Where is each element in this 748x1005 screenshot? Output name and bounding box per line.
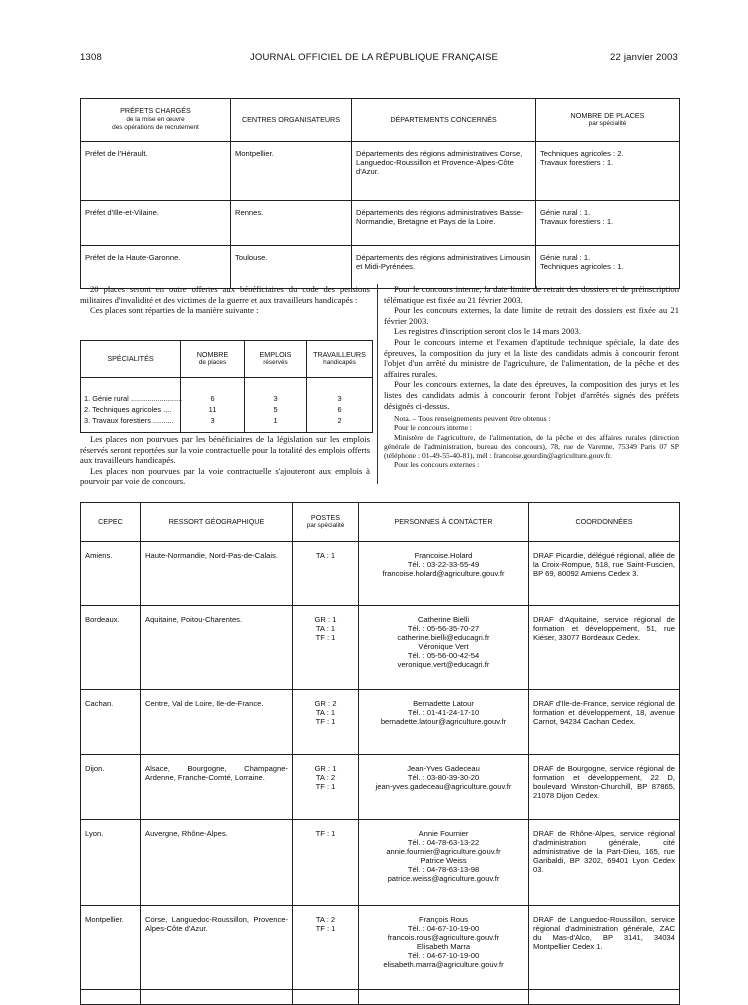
cell-departements: Départements des régions administratives Limousin et Midi-Pyrénées. [352,246,536,289]
table-row-continued [81,990,680,1005]
table-row [81,246,680,289]
left-column-intro [80,284,370,316]
cell-ressort: Auvergne, Rhône-Alpes. [141,820,293,906]
left-column-outro [80,434,370,487]
table-header-row [81,341,373,378]
header-travailleurs: TRAVAILLEURS handicapés [307,341,373,378]
table-row [81,606,680,690]
table-header-row [81,99,680,142]
header-places: NOMBRE DE PLACES par spécialité [536,99,680,142]
cell-ressort: Aquitaine, Poitou-Charentes. [141,606,293,690]
cell-ressort: Alsace, Bourgogne, Champagne-Ardenne, Franche-Comté, Lorraine. [141,755,293,820]
header-nombre: NOMBRE de places [181,341,245,378]
paragraph: Les registres d'inscription seront clos le 14 mars 2003. [394,326,581,337]
table-row [81,201,680,246]
paragraph: Les places non pourvues par la voie contractuelle s'ajouteront aux emplois à pourvoir par voie de concours. [80,465,370,487]
page-number: 1308 [80,52,102,63]
cell-cepec: Montpellier. [81,906,141,990]
cell-coordonnees: DRAF de Bourgogne, service régional de formation et développement, 22 D, boulevard Winston-Churchill, BP 87865, 21078 Dijon Cedex. [529,755,680,820]
cell-contacts: Francoise.Holard Tél. : 03-22-33-55-49 francoise.holard@agriculture.gouv.fr [359,542,529,606]
cell-prefet: Préfet de l'Hérault. [81,142,231,201]
table-row [81,906,680,990]
cell-ressort: Corse, Languedoc-Roussillon, Provence-Alpes-Côte d'Azur. [141,906,293,990]
table-row [81,755,680,820]
header-specialites: SPÉCIALITÉS [81,341,181,378]
paragraph: Les places non pourvues par les bénéficiaires de la législation sur les emplois réservés seront reportées sur la voie contractuelle pour la totalité des emplois offerts aux travailleurs handicapés. [80,434,370,466]
cell-contacts: Catherine Bielli Tél. : 05-56-35-70-27 catherine.bielli@educagri.fr Véronique Vert Tél. : 05-56-00-42-54 veronique.vert@educagri.fr [359,606,529,690]
cell-emplois: 3 5 1 [245,378,307,433]
cell-places: Génie rural : 1. Techniques agricoles : 1. [536,246,680,289]
cell-centre: Montpellier. [231,142,352,201]
right-column [384,284,679,469]
paragraph: Pour les concours externes, la date des épreuves, la composition des jurys et les listes des candidats admis à concourir feront l'objet d'arrêtés signés des préfets désignés ci-dessus. [384,379,679,411]
paragraph: Pour le concours interne et l'examen d'aptitude technique spéciale, la date des épreuves, la composition du jury et la liste des candidats admis à concourir feront l'objet d'un arrêté du ministre de l'agriculture, de l'alimentation, de la pêche et des affaires rurales. [384,336,679,379]
cell-coordonnees: DRAF de Languedoc-Roussillon, service régional d'administration générale, ZAC du Mas-d'Alco, BP 3141, 34034 Montpellier Cedex 1. [529,906,680,990]
cell-contacts: François Rous Tél. : 04-67-10-19-00 francois.rous@agriculture.gouv.fr Elisabeth Marra Tél. : 04-67-10-19-00 elisabeth.marra@agriculture.gouv.fr [359,906,529,990]
cell-ressort: Haute-Normandie, Nord-Pas-de-Calais. [141,542,293,606]
table-row [81,690,680,755]
cell-prefet: Préfet d'Ille-et-Vilaine. [81,201,231,246]
cell-ressort: Centre, Val de Loire, Ile-de-France. [141,690,293,755]
interne-label: Pour le concours interne : [394,423,473,433]
cell-postes: GR : 1 TA : 1 TF : 1 [293,606,359,690]
cell-contacts: Bernadette Latour Tél. : 01-41-24-17-10 bernadette.latour@agriculture.gouv.fr [359,690,529,755]
cell-postes: GR : 2 TA : 1 TF : 1 [293,690,359,755]
paragraph: 20 places seront en outre offertes aux bénéficiaires du code des pensions militaires d'invalidité et des victimes de la guerre et aux travailleurs handicapés : [80,284,370,305]
cell-specialites: 1. Génie rural ......................... 2. Techniques agricoles .... 3. Travaux forestiers .......... [81,378,181,433]
cell-places: Génie rural : 1. Travaux forestiers : 1. [536,201,680,246]
cell-postes: TA : 1 [293,542,359,606]
journal-title: JOURNAL OFFICIEL DE LA RÉPUBLIQUE FRANÇAISE [249,52,499,63]
ministere-address: Ministère de l'agriculture, de l'alimentation, de la pêche et des affaires rurales (direction générale de l'administration, bureau des concours), 78, rue de Varenne, 75349 Paris 07 SP (téléphone : 01-49-55-40-81), mél : francoise.gourdin@agriculture.gouv.fr. [384,432,679,460]
paragraph: Ces places sont réparties de la manière suivante : [90,305,259,316]
header-departements: DÉPARTEMENTS CONCERNÉS [352,99,536,142]
nota: Nota. – Tous renseignements peuvent être obtenus : [394,414,551,424]
cell-departements: Départements des régions administratives Corse, Languedoc-Roussillon et Provence-Alpes-Côte d'Azur. [352,142,536,201]
cell-postes: TF : 1 [293,820,359,906]
header-ressort: RESSORT GÉOGRAPHIQUE [141,503,293,542]
cell-contacts: Jean-Yves Gadeceau Tél. : 03-80-39-30-20 jean-yves.gadeceau@agriculture.gouv.fr [359,755,529,820]
header-centres: CENTRES ORGANISATEURS [231,99,352,142]
cell-coordonnees: DRAF d'Ile-de-France, service régional de formation et développement, 18, avenue Carnot, 94234 Cachan Cedex. [529,690,680,755]
externes-label: Pour les concours externes : [394,460,480,470]
paragraph: Pour les concours externes, la date limite de retrait des dossiers est fixée au 21 février 2003. [384,305,679,326]
table-row [81,820,680,906]
cell-travailleurs: 3 6 2 [307,378,373,433]
cell-postes: GR : 1 TA : 2 TF : 1 [293,755,359,820]
cell-cepec: Bordeaux. [81,606,141,690]
table-row [81,542,680,606]
cell-coordonnees: DRAF Picardie, délégué régional, allée de la Croix-Rompue, 518, rue Saint-Fuscien, BP 69, 80092 Amiens Cedex 3. [529,542,680,606]
cepec-table [80,502,680,1005]
table-row [81,142,680,201]
cell-contacts: Annie Fournier Tél. : 04-78-63-13-22 annie.fournier@agriculture.gouv.fr Patrice Weiss Tél. : 04-78-63-13-98 patrice.weiss@agriculture.gouv.fr [359,820,529,906]
cell-centre: Rennes. [231,201,352,246]
paragraph: Pour le concours interne, la date limite de retrait des dossiers et de préinscription télématique est fixée au 21 février 2003. [384,284,679,305]
cell-coordonnees: DRAF de Rhône-Alpes, service régional d'administration générale, cité administrative de la Part-Dieu, 165, rue Garibaldi, BP 3202, 69401 Lyon Cedex 03. [529,820,680,906]
header-postes: POSTES par spécialité [293,503,359,542]
header-emplois: EMPLOIS réservés [245,341,307,378]
cell-cepec: Cachan. [81,690,141,755]
cell-cepec: Lyon. [81,820,141,906]
cell-centre: Toulouse. [231,246,352,289]
column-divider [377,284,378,484]
specialites-table [80,340,373,433]
cell-prefet: Préfet de la Haute-Garonne. [81,246,231,289]
header-prefets: PRÉFETS CHARGÉS de la mise en œuvre des opérations de recrutement [81,99,231,142]
cell-coordonnees: DRAF d'Aquitaine, service régional de formation et développement, 51, rue Kiéser, 33077 Bordeaux Cedex. [529,606,680,690]
cell-nombre: 6 11 3 [181,378,245,433]
header-cepec: CEPEC [81,503,141,542]
table-header-row [81,503,680,542]
cell-cepec: Dijon. [81,755,141,820]
header-coordonnees: COORDONNÉES [529,503,680,542]
header-personnes: PERSONNES À CONTACTER [359,503,529,542]
cell-places: Techniques agricoles : 2. Travaux forestiers : 1. [536,142,680,201]
table-body-row [81,378,373,433]
cell-postes: TA : 2 TF : 1 [293,906,359,990]
cell-cepec: Amiens. [81,542,141,606]
issue-date: 22 janvier 2003 [610,52,678,63]
prefets-table [80,98,680,289]
cell-departements: Départements des régions administratives Basse-Normandie, Bretagne et Pays de la Loire. [352,201,536,246]
